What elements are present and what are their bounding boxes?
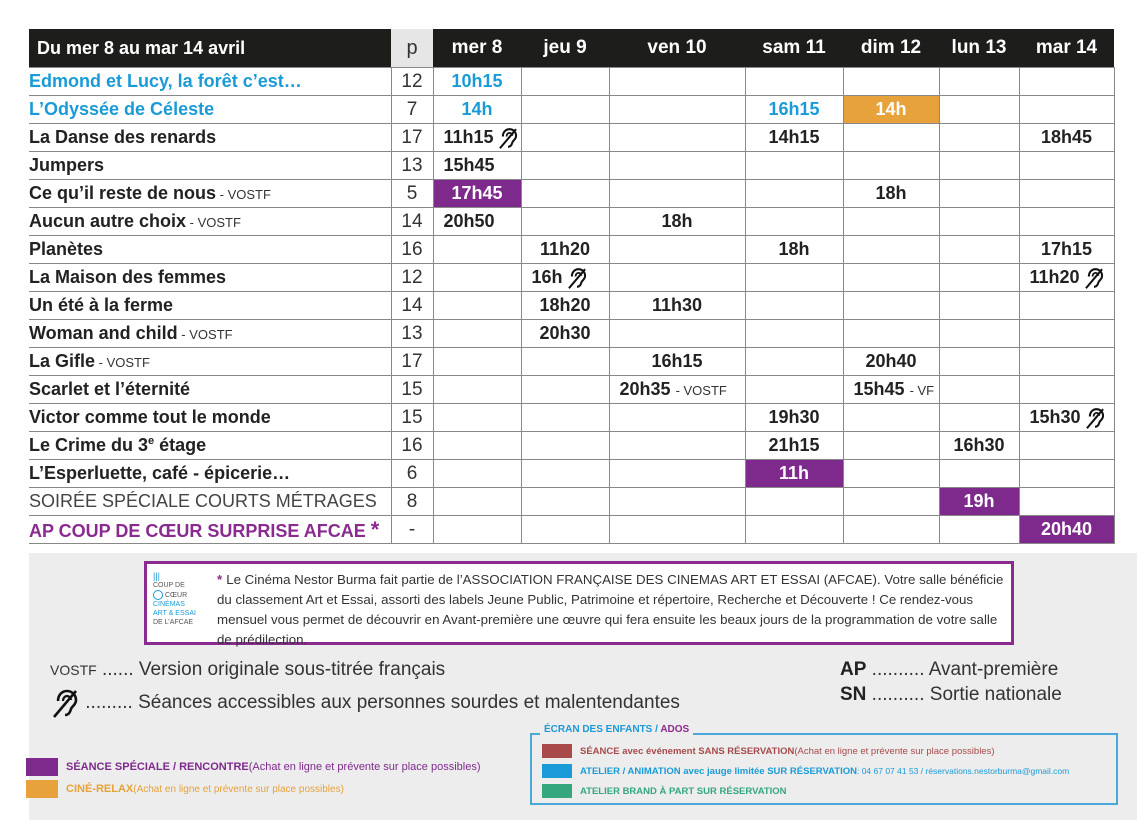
legend-sn: SN .......... Sortie nationale xyxy=(840,684,1062,705)
showtime-cell xyxy=(939,516,1019,544)
page-column-header: p xyxy=(391,29,433,68)
film-title: Jumpers xyxy=(29,152,391,180)
showtime-cell xyxy=(843,516,939,544)
film-title: La Maison des femmes xyxy=(29,264,391,292)
film-title: Edmond et Lucy, la forêt c’est… xyxy=(29,68,391,96)
table-row xyxy=(29,208,1114,236)
showtime: 20h35 xyxy=(619,379,671,399)
showtime: 11h15 xyxy=(443,126,494,147)
showtime: 10h15 xyxy=(451,71,503,91)
showtime-cell xyxy=(1019,348,1114,376)
showtime-cell xyxy=(1019,292,1114,320)
showtime-cell xyxy=(745,124,843,152)
table-row xyxy=(29,404,1114,432)
showtime-cell xyxy=(843,180,939,208)
page-number: 17 xyxy=(391,348,433,376)
film-title: L’Esperluette, café - épicerie… xyxy=(29,460,391,488)
table-row xyxy=(29,264,1114,292)
showtime-cell xyxy=(521,208,609,236)
page-number: 15 xyxy=(391,404,433,432)
showtime-cell xyxy=(609,124,745,152)
showtime: 11h30 xyxy=(651,295,703,315)
table-row xyxy=(29,236,1114,264)
showtime-cell xyxy=(521,348,609,376)
showtime-cell xyxy=(1019,152,1114,180)
showtime-cell xyxy=(843,236,939,264)
showtime-cell xyxy=(521,404,609,432)
showtime-cell xyxy=(939,236,1019,264)
showtime: 11h20 xyxy=(1029,266,1080,287)
showtime-cell xyxy=(433,320,521,348)
hearing-loop-icon xyxy=(1084,406,1106,430)
showtime-cell xyxy=(521,152,609,180)
showtime: 21h15 xyxy=(768,435,820,455)
table-row xyxy=(29,152,1114,180)
showtime-cell xyxy=(1019,320,1114,348)
table-row xyxy=(29,376,1114,404)
showtime-cell xyxy=(745,180,843,208)
week-title: Du mer 8 au mar 14 avril xyxy=(29,29,391,68)
page-number: 15 xyxy=(391,376,433,404)
showtime-cell xyxy=(745,208,843,236)
showtime-cell xyxy=(609,264,745,292)
showtime-cell xyxy=(745,292,843,320)
showtime: 14h xyxy=(875,99,907,119)
showtime-cell xyxy=(1019,432,1114,460)
page-number: 13 xyxy=(391,320,433,348)
showtime-cell xyxy=(521,432,609,460)
showtime-cell xyxy=(843,488,939,516)
film-title: Victor comme tout le monde xyxy=(29,404,391,432)
hearing-loop-icon xyxy=(50,687,80,719)
showtime-cell xyxy=(745,376,843,404)
showtime-cell xyxy=(521,488,609,516)
showtime-cell xyxy=(609,180,745,208)
showtime-cell xyxy=(521,292,609,320)
page-number: 7 xyxy=(391,96,433,124)
showtime-cell xyxy=(939,376,1019,404)
showtime: 18h xyxy=(661,211,693,231)
afcae-logo: ||| COUP DE CŒUR CINÉMAS ART & ESSAI DE L’AFCAE xyxy=(153,571,196,626)
showtime-cell xyxy=(745,264,843,292)
showtime-cell xyxy=(1019,264,1114,292)
hearing-loop-icon xyxy=(566,266,588,290)
film-title: L’Odyssée de Céleste xyxy=(29,96,391,124)
page-number: 5 xyxy=(391,180,433,208)
showtime-cell xyxy=(433,124,521,152)
showtime-cell xyxy=(1019,68,1114,96)
showtime-cell xyxy=(843,264,939,292)
showtime-cell xyxy=(1019,236,1114,264)
showtime: 11h xyxy=(778,463,810,483)
film-title: SOIRÉE SPÉCIALE COURTS MÉTRAGES xyxy=(29,488,391,516)
showtime: 16h xyxy=(531,266,563,287)
showtime-cell xyxy=(843,68,939,96)
kids-legend-item: ATELIER BRAND À PART SUR RÉSERVATION xyxy=(542,783,787,799)
showtime-cell xyxy=(521,320,609,348)
showtime-cell xyxy=(843,320,939,348)
showtime-cell xyxy=(609,488,745,516)
showtime-cell xyxy=(939,68,1019,96)
showtime-cell xyxy=(433,264,521,292)
showtime-cell xyxy=(1019,460,1114,488)
page-number: 14 xyxy=(391,292,433,320)
showtime-cell xyxy=(521,236,609,264)
showtime-cell xyxy=(1019,488,1114,516)
showtime-cell xyxy=(939,208,1019,236)
page-number: 12 xyxy=(391,264,433,292)
showtime: 14h15 xyxy=(768,127,820,147)
showtime-cell xyxy=(521,264,609,292)
showtime-cell xyxy=(1019,96,1114,124)
showtime: 16h30 xyxy=(953,435,1005,455)
showtime: 18h xyxy=(875,183,907,203)
showtime: 17h15 xyxy=(1040,239,1093,259)
showtime: 20h40 xyxy=(865,351,917,371)
film-title: Aucun autre choix - VOSTF xyxy=(29,208,391,236)
showtime: 16h15 xyxy=(651,351,703,371)
showtime-cell xyxy=(521,180,609,208)
afcae-description: * Le Cinéma Nestor Burma fait partie de l’ASSOCIATION FRANÇAISE DES CINEMAS ART ET ESSAI (AFCAE). Votre salle bénéficie du classement Art et Essai, assorti des labels Jeune Public, Patrimoine et répertoire, Recherche et Découverte ! Ce rendez-vous mensuel vous permet de découvrir en Avant-première une œuvre qui fera ensuite les beaux jours de la programmation de votre salle de prédilection. xyxy=(217,572,1004,647)
showtime: 11h20 xyxy=(539,239,591,259)
kids-legend-title: ÉCRAN DES ENFANTS / ADOS xyxy=(540,724,693,735)
showtime-cell xyxy=(609,96,745,124)
showtime-cell xyxy=(1019,516,1114,544)
page-number: 16 xyxy=(391,236,433,264)
showtime-cell xyxy=(939,96,1019,124)
kids-legend-item: SÉANCE avec événement SANS RÉSERVATION (Achat en ligne et prévente sur place possibles) xyxy=(542,743,995,759)
showtime-cell xyxy=(939,348,1019,376)
showtime-cell xyxy=(745,460,843,488)
showtime-cell xyxy=(433,516,521,544)
showtime-cell xyxy=(1019,376,1114,404)
day-header: sam 11 xyxy=(745,29,843,68)
showtime: 16h15 xyxy=(768,99,820,119)
showtime-cell xyxy=(433,376,521,404)
page-number: - xyxy=(391,516,433,544)
film-title: Ce qu’il reste de nous - VOSTF xyxy=(29,180,391,208)
showtime-cell xyxy=(433,488,521,516)
film-title: La Gifle - VOSTF xyxy=(29,348,391,376)
showtime-cell xyxy=(843,292,939,320)
showtime-cell xyxy=(843,152,939,180)
showtime-cell xyxy=(843,96,939,124)
showtime-cell xyxy=(609,348,745,376)
showtime-cell xyxy=(433,432,521,460)
table-row xyxy=(29,320,1114,348)
page-number: 16 xyxy=(391,432,433,460)
showtime-cell xyxy=(1019,180,1114,208)
showtime-cell xyxy=(745,516,843,544)
table-row xyxy=(29,124,1114,152)
kids-legend-item: ATELIER / ANIMATION avec jauge limitée SUR RÉSERVATION : 04 67 07 41 53 / réservations.nestorburma@gmail.com xyxy=(542,763,1069,779)
kids-legend-box xyxy=(530,733,1118,805)
showtime-cell xyxy=(521,68,609,96)
legend-hearing: ......... Séances accessibles aux personnes sourdes et malentendantes xyxy=(50,687,680,719)
showtime-cell xyxy=(609,432,745,460)
film-title: Un été à la ferme xyxy=(29,292,391,320)
showtime: 15h45 xyxy=(853,379,905,399)
showtime-cell xyxy=(745,488,843,516)
page-number: 13 xyxy=(391,152,433,180)
showtime-cell xyxy=(609,208,745,236)
showtime-cell xyxy=(609,460,745,488)
special-legend-item: SÉANCE SPÉCIALE / RENCONTRE (Achat en ligne et prévente sur place possibles) xyxy=(26,758,481,776)
showtime: 20h40 xyxy=(1040,519,1093,539)
showtime-cell xyxy=(433,96,521,124)
table-row xyxy=(29,348,1114,376)
showtime-cell xyxy=(521,124,609,152)
showtime-cell xyxy=(843,460,939,488)
showtime: 20h50 xyxy=(443,211,495,231)
showtime-cell xyxy=(745,68,843,96)
showtime-cell xyxy=(745,152,843,180)
table-row xyxy=(29,180,1114,208)
showtime-cell xyxy=(745,432,843,460)
table-row xyxy=(29,68,1114,96)
showtime: 19h30 xyxy=(768,407,820,427)
showtime-cell xyxy=(843,404,939,432)
showtime-cell xyxy=(521,460,609,488)
showtime-cell xyxy=(609,152,745,180)
showtime-cell xyxy=(939,404,1019,432)
showtime-cell xyxy=(433,460,521,488)
day-header: mer 8 xyxy=(433,29,521,68)
showtime-cell xyxy=(609,516,745,544)
showtime-cell xyxy=(745,96,843,124)
table-row xyxy=(29,460,1114,488)
showtime-cell xyxy=(939,460,1019,488)
showtime-cell xyxy=(433,68,521,96)
page-number: 17 xyxy=(391,124,433,152)
day-header: jeu 9 xyxy=(521,29,609,68)
showtime-cell xyxy=(433,236,521,264)
special-legend-item: CINÉ-RELAX (Achat en ligne et prévente sur place possibles) xyxy=(26,780,344,798)
showtime: 18h xyxy=(778,239,810,259)
showtime-cell xyxy=(939,432,1019,460)
page-number: 6 xyxy=(391,460,433,488)
showtime-cell xyxy=(609,236,745,264)
schedule-table xyxy=(29,29,1115,544)
showtime-cell xyxy=(939,320,1019,348)
showtime-cell xyxy=(433,348,521,376)
showtime-cell xyxy=(939,488,1019,516)
day-header: ven 10 xyxy=(609,29,745,68)
showtime-cell xyxy=(609,404,745,432)
showtime-cell xyxy=(521,516,609,544)
showtime-cell xyxy=(521,376,609,404)
table-header xyxy=(29,29,1114,68)
showtime: 15h45 xyxy=(443,155,495,175)
page-number: 12 xyxy=(391,68,433,96)
showtime-cell: 20h35 - VOSTF xyxy=(609,376,745,404)
table-row xyxy=(29,516,1114,544)
film-title: Scarlet et l’éternité xyxy=(29,376,391,404)
showtime-cell xyxy=(939,124,1019,152)
showtime-cell xyxy=(433,180,521,208)
showtime: 15h30 xyxy=(1029,406,1081,427)
showtime: 18h20 xyxy=(539,295,591,315)
showtime-cell xyxy=(609,320,745,348)
film-title: La Danse des renards xyxy=(29,124,391,152)
showtime-cell xyxy=(745,236,843,264)
afcae-info-box xyxy=(144,561,1014,645)
showtime: 18h45 xyxy=(1040,127,1093,147)
showtime-cell xyxy=(843,432,939,460)
showtime-cell xyxy=(521,96,609,124)
showtime-cell xyxy=(939,180,1019,208)
showtime-cell xyxy=(843,208,939,236)
showtime-cell xyxy=(843,348,939,376)
showtime-cell xyxy=(1019,124,1114,152)
showtime-cell xyxy=(609,292,745,320)
film-title: Woman and child - VOSTF xyxy=(29,320,391,348)
showtime-cell xyxy=(609,68,745,96)
showtime: 19h xyxy=(963,491,995,511)
showtime-cell xyxy=(843,124,939,152)
table-row xyxy=(29,432,1114,460)
day-header: dim 12 xyxy=(843,29,939,68)
legend-ap: AP .......... Avant-première xyxy=(840,659,1059,680)
table-row xyxy=(29,292,1114,320)
showtime-cell xyxy=(939,152,1019,180)
showtime-cell xyxy=(1019,208,1114,236)
showtime-cell xyxy=(745,348,843,376)
film-title: Planètes xyxy=(29,236,391,264)
showtime-cell xyxy=(745,404,843,432)
film-title: AP COUP DE CŒUR SURPRISE AFCAE * xyxy=(29,516,391,544)
page-number: 8 xyxy=(391,488,433,516)
showtime-cell xyxy=(433,152,521,180)
showtime-cell xyxy=(1019,404,1114,432)
day-header: mar 14 xyxy=(1019,29,1114,68)
showtime-cell xyxy=(433,208,521,236)
showtime-cell xyxy=(939,264,1019,292)
showtime: 14h xyxy=(461,99,493,119)
table-row xyxy=(29,488,1114,516)
showtime-cell xyxy=(939,292,1019,320)
showtime-cell: 15h45 - VF xyxy=(843,376,939,404)
showtime-cell xyxy=(745,320,843,348)
hearing-loop-icon xyxy=(497,126,519,150)
showtime: 20h30 xyxy=(539,323,591,343)
page-number: 14 xyxy=(391,208,433,236)
film-title: Le Crime du 3e étage xyxy=(29,432,391,460)
legend-vostf: VOSTF ...... Version originale sous-titrée français xyxy=(50,659,446,680)
showtime: 17h45 xyxy=(451,183,503,203)
showtime-cell xyxy=(433,292,521,320)
table-row xyxy=(29,96,1114,124)
day-header: lun 13 xyxy=(939,29,1019,68)
showtime-cell xyxy=(433,404,521,432)
hearing-loop-icon xyxy=(1083,266,1105,290)
